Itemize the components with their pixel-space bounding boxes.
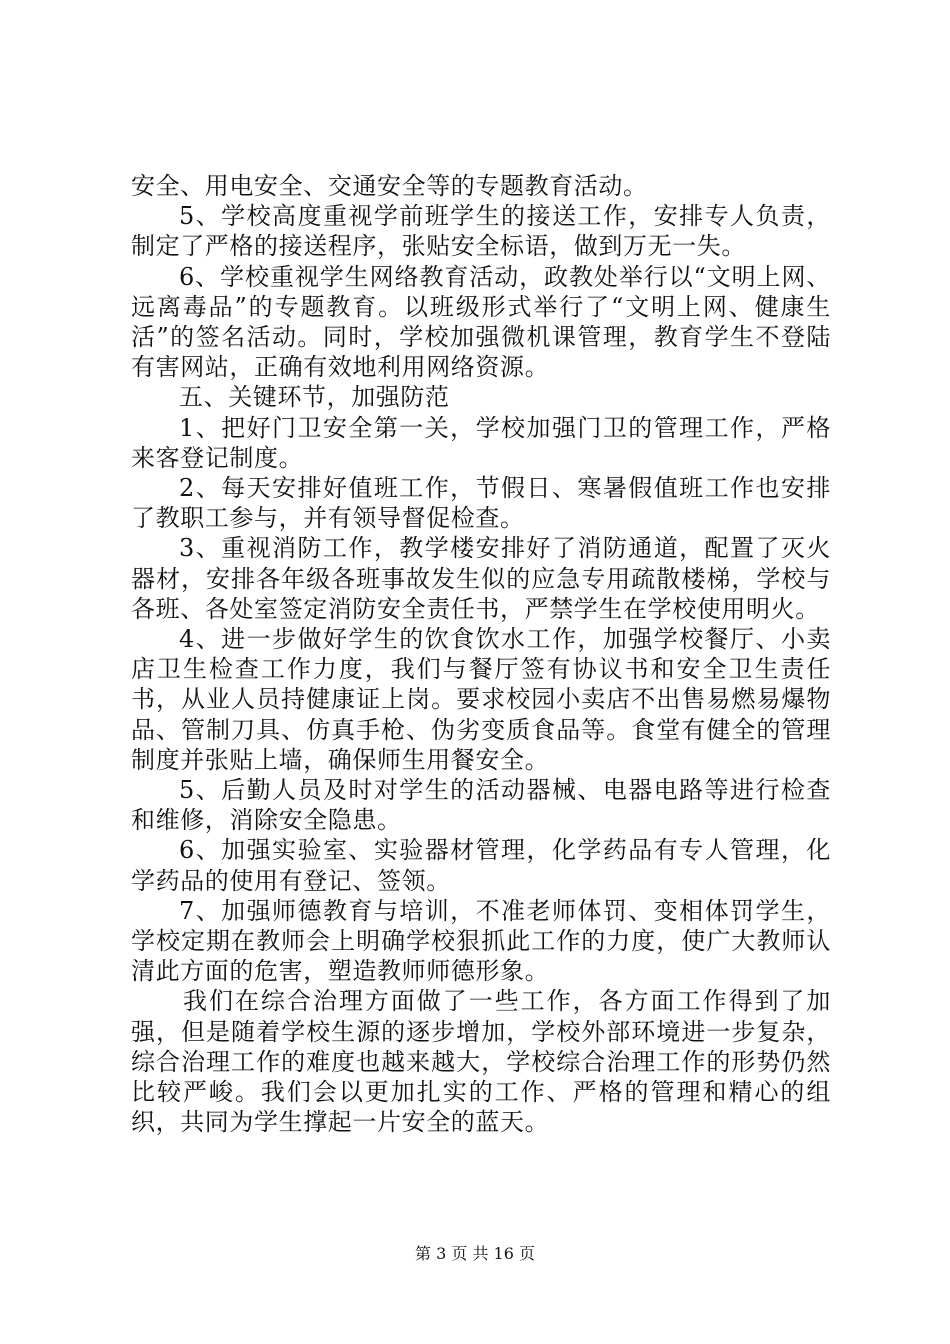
section-heading-five: 五、关键环节，加强防范 bbox=[179, 383, 450, 412]
page-number-footer: 第 3 页 共 16 页 bbox=[415, 1244, 535, 1263]
paragraph-item-6-lab: 6、加强实验室、实验器材管理，化学药品有专人管理，化学药品的使用有登记、签领。 bbox=[131, 836, 831, 895]
paragraph-item-3-fire: 3、重视消防工作，教学楼安排好了消防通道，配置了灭火器材，安排各年级各班事故发生似的应急专用疏散楼梯，学校与各班、各处室签定消防安全责任书，严禁学生在学校使用明火。 bbox=[131, 534, 831, 623]
paragraph-item-5-maintenance: 5、后勤人员及时对学生的活动器械、电器电路等进行检查和维修，消除安全隐患。 bbox=[131, 776, 831, 835]
paragraph-item-7-ethics: 7、加强师德教育与培训，不准老师体罚、变相体罚学生，学校定期在教师会上明确学校狠抓此工作的力度，使广大教师认清此方面的危害，塑造教师师德形象。 bbox=[131, 896, 831, 986]
paragraph-item-2-duty: 2、每天安排好值班工作，节假日、寒暑假值班工作也安排了教职工参与，并有领导督促检查。 bbox=[131, 474, 831, 533]
paragraph-continuation: 安全、用电安全、交通安全等的专题教育活动。 bbox=[131, 172, 648, 200]
paragraph-item-4-food: 4、进一步做好学生的饮食饮水工作，加强学校餐厅、小卖店卫生检查工作力度，我们与餐厅签有协议书和安全卫生责任书，从业人员持健康证上岗。要求校园小卖店不出售易燃易爆物品、管制刀具、仿真手枪、伪劣变质食品等。食堂有健全的管理制度并张贴上墙，确保师生用餐安全。 bbox=[131, 625, 831, 774]
paragraph-conclusion: 我们在综合治理方面做了一些工作，各方面工作得到了加强，但是随着学校生源的逐步增加，学校外部环境进一步复杂，综合治理工作的难度也越来越大，学校综合治理工作的形势仍然比较严峻。我们会以更加扎实的工作、严格的管理和精心的组织，共同为学生撑起一片安全的蓝天。 bbox=[131, 987, 831, 1137]
paragraph-item-6-network: 6、学校重视学生网络教育活动，政教处举行以“文明上网、远离毒品”的专题教育。以班级形式举行了“文明上网、健康生活”的签名活动。同时，学校加强微机课管理，教育学生不登陆有害网站，正确有效地利用网络资源。 bbox=[131, 262, 831, 382]
document-body bbox=[131, 171, 831, 1138]
paragraph-item-5-pickup: 5、学校高度重视学前班学生的接送工作，安排专人负责，制定了严格的接送程序，张贴安全标语，做到万无一失。 bbox=[131, 202, 831, 261]
paragraph-item-1-gate: 1、把好门卫安全第一关，学校加强门卫的管理工作，严格来客登记制度。 bbox=[131, 413, 831, 472]
